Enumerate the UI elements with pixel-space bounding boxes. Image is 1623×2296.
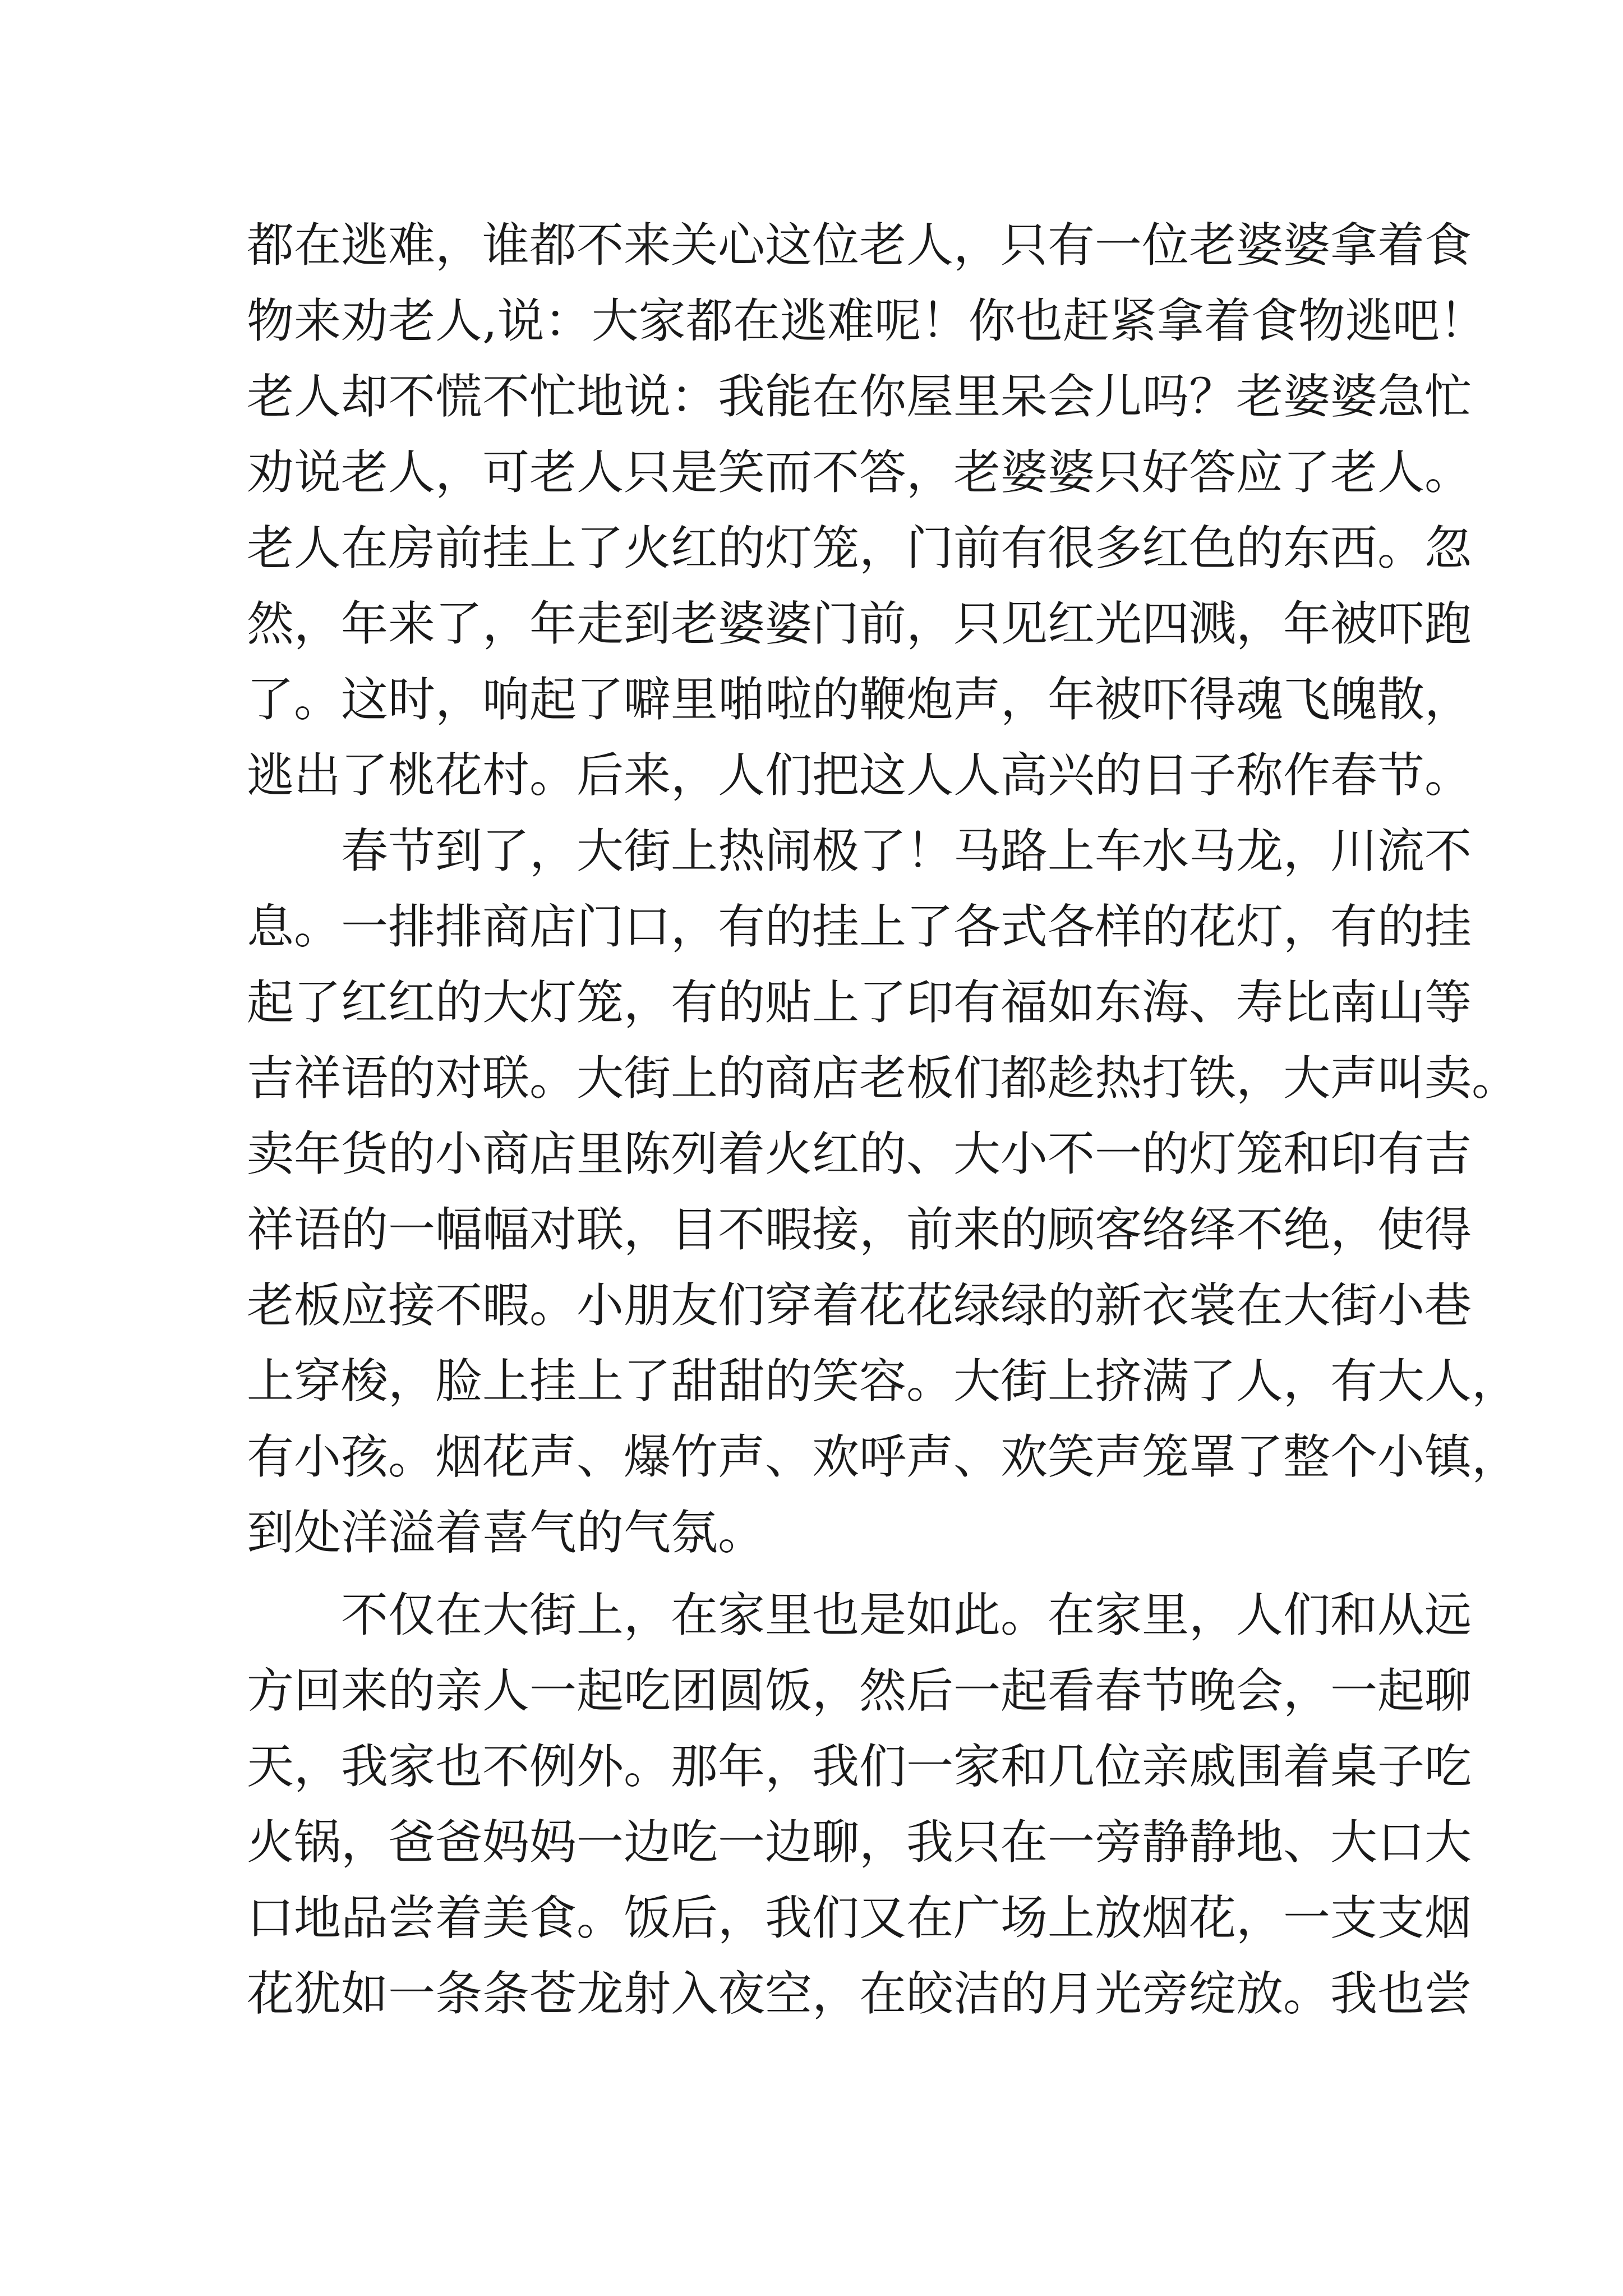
paragraph-2 [247,813,1519,1571]
text-line: 物来劝老人,说：大家都在逃难呢！你也赶紧拿着食物逃吧！ [247,293,1487,348]
paragraph-1 [247,208,1487,813]
text-line: 方回来的亲人一起吃团圆饭，然后一起看春节晚会，一起聊 [247,1663,1472,1718]
text-line: 然，年来了，年走到老婆婆门前，只见红光四溅，年被吓跑 [247,596,1472,651]
text-line: 有小孩。烟花声、爆竹声、欢呼声、欢笑声笼罩了整个小镇， [247,1429,1519,1484]
text-line: 都在逃难，谁都不来关心这位老人，只有一位老婆婆拿着食 [247,218,1472,273]
text-line: 起了红红的大灯笼，有的贴上了印有福如东海、寿比南山等 [247,975,1472,1030]
document-body [247,208,1519,2032]
text-line: 花犹如一条条苍龙射入夜空，在皎洁的月光旁绽放。我也尝 [247,1966,1472,2021]
text-line: 息。一排排商店门口，有的挂上了各式各样的花灯，有的挂 [247,899,1472,954]
text-line: 火锅，爸爸妈妈一边吃一边聊，我只在一旁静静地、大口大 [247,1815,1472,1870]
text-line: 吉祥语的对联。大街上的商店老板们都趁热打铁，大声叫卖。 [247,1051,1519,1106]
text-line: 不仅在大街上，在家里也是如此。在家里，人们和从远 [341,1588,1472,1642]
text-line: 春节到了，大街上热闹极了！马路上车水马龙，川流不 [341,823,1472,878]
text-line: 劝说老人，可老人只是笑而不答，老婆婆只好答应了老人。 [247,445,1472,500]
text-line: 到处洋溢着喜气的气氛。 [247,1505,766,1560]
text-line: 口地品尝着美食。饭后，我们又在广场上放烟花，一支支烟 [247,1890,1472,1945]
text-line: 卖年货的小商店里陈列着火红的、大小不一的灯笼和印有吉 [247,1126,1472,1181]
text-line: 老人在房前挂上了火红的灯笼，门前有很多红色的东西。忽 [247,521,1472,576]
text-line: 天，我家也不例外。那年，我们一家和几位亲戚围着桌子吃 [247,1739,1472,1794]
text-line: 上穿梭，脸上挂上了甜甜的笑容。大街上挤满了人，有大人， [247,1354,1519,1409]
paragraph-3 [247,1577,1472,2032]
text-line: 老人却不慌不忙地说：我能在你屋里呆会儿吗？老婆婆急忙 [247,369,1472,424]
text-line: 祥语的一幅幅对联，目不暇接，前来的顾客络绎不绝，使得 [247,1202,1472,1257]
text-line: 逃出了桃花村。后来，人们把这人人高兴的日子称作春节。 [247,748,1472,803]
text-line: 了。这时，响起了噼里啪啦的鞭炮声，年被吓得魂飞魄散， [247,672,1472,727]
paragraph-spacer [247,1571,1402,1577]
text-line: 老板应接不暇。小朋友们穿着花花绿绿的新衣裳在大街小巷 [247,1278,1472,1333]
